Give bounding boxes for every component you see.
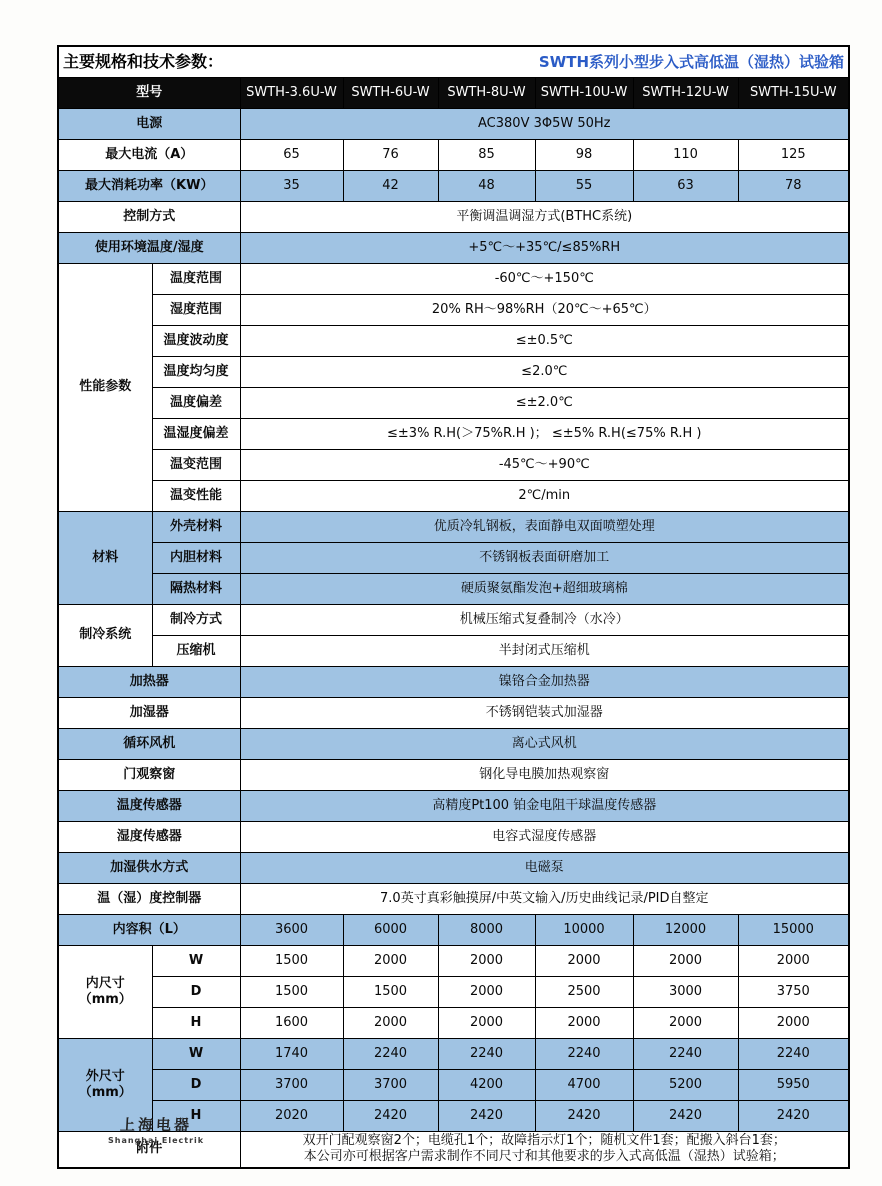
- row-value: 钢化导电膜加热观察窗: [240, 760, 849, 791]
- row-label: 温（湿）度控制器: [58, 884, 240, 915]
- sub-label: 内胆材料: [152, 543, 240, 574]
- row-value: -60℃～+150℃: [240, 264, 849, 295]
- row-label: 门观察窗: [58, 760, 240, 791]
- model-name: SWTH-10U-W: [535, 78, 633, 109]
- dimension-label: W: [152, 1039, 240, 1070]
- row-value: ≤±2.0℃: [240, 388, 849, 419]
- row-value: 20% RH～98%RH（20℃～+65℃）: [240, 295, 849, 326]
- company-logo: [108, 1114, 204, 1145]
- cell-value: 2420: [438, 1101, 535, 1132]
- company-logo-chinese: 上海电器: [119, 1116, 193, 1134]
- cell-value: 8000: [438, 915, 535, 946]
- sub-label: 制冷方式: [152, 605, 240, 636]
- row-value: +5℃～+35℃/≤85%RH: [240, 233, 849, 264]
- row-label: 最大消耗功率（KW）: [58, 171, 240, 202]
- cell-value: 1500: [343, 977, 438, 1008]
- cell-value: 5950: [738, 1070, 849, 1101]
- cell-value: 2000: [535, 946, 633, 977]
- row-value: 不锈钢铠装式加湿器: [240, 698, 849, 729]
- cell-value: 2000: [738, 1008, 849, 1039]
- cell-value: 1500: [240, 977, 343, 1008]
- note-line: 双开门配观察窗2个；电缆孔1个；故障指示灯1个；随机文件1套；配搬入斜台1套；: [302, 1133, 786, 1148]
- row-label: 循环风机: [58, 729, 240, 760]
- dimension-label: D: [152, 977, 240, 1008]
- row-value: 离心式风机: [240, 729, 849, 760]
- dimension-label: W: [152, 946, 240, 977]
- cell-value: 1500: [240, 946, 343, 977]
- row-value: ≤±0.5℃: [240, 326, 849, 357]
- row-label: 内容积（L）: [58, 915, 240, 946]
- sub-label: 压缩机: [152, 636, 240, 667]
- row-value: 优质冷轧钢板，表面静电双面喷塑处理: [240, 512, 849, 543]
- cell-value: 65: [240, 140, 343, 171]
- cell-value: 15000: [738, 915, 849, 946]
- sub-label: 湿度范围: [152, 295, 240, 326]
- row-label: 加湿器: [58, 698, 240, 729]
- cell-value: 2000: [633, 946, 738, 977]
- cell-value: 85: [438, 140, 535, 171]
- cell-value: 76: [343, 140, 438, 171]
- cell-value: 2240: [438, 1039, 535, 1070]
- group-label: 性能参数: [58, 264, 152, 512]
- row-value: 不锈钢板表面研磨加工: [240, 543, 849, 574]
- cell-value: 1600: [240, 1008, 343, 1039]
- cell-value: 2240: [633, 1039, 738, 1070]
- cell-value: 1740: [240, 1039, 343, 1070]
- cell-value: 2000: [438, 977, 535, 1008]
- table-title-cell: [58, 46, 849, 78]
- cell-value: 42: [343, 171, 438, 202]
- sub-label: 温度范围: [152, 264, 240, 295]
- row-value: AC380V 3Φ5W 50Hz: [240, 109, 849, 140]
- cell-value: 2000: [343, 946, 438, 977]
- dimension-label: H: [152, 1101, 240, 1132]
- cell-value: 2000: [438, 946, 535, 977]
- company-logo-english: Shanghai Electrik: [108, 1136, 205, 1145]
- row-value: 2℃/min: [240, 481, 849, 512]
- group-label: 内尺寸（mm）: [58, 946, 152, 1039]
- cell-value: 2420: [738, 1101, 849, 1132]
- sub-label: 外壳材料: [152, 512, 240, 543]
- row-label: 控制方式: [58, 202, 240, 233]
- row-label: 附件: [58, 1132, 240, 1168]
- row-value: 电磁泵: [240, 853, 849, 884]
- cell-value: 2420: [343, 1101, 438, 1132]
- cell-value: 10000: [535, 915, 633, 946]
- note-line: 本公司亦可根据客户需求制作不同尺寸和其他要求的步入式高低温（湿热）试验箱；: [303, 1149, 785, 1165]
- cell-value: 2420: [633, 1101, 738, 1132]
- row-value: 高精度Pt100 铂金电阻干球温度传感器: [240, 791, 849, 822]
- row-value: ≤±3% R.H(＞75%R.H )； ≤±5% R.H(≤75% R.H ): [240, 419, 849, 450]
- cell-value: 6000: [343, 915, 438, 946]
- cell-value: 4200: [438, 1070, 535, 1101]
- cell-value: 3700: [343, 1070, 438, 1101]
- cell-value: 12000: [633, 915, 738, 946]
- sub-label: 温度波动度: [152, 326, 240, 357]
- cell-value: 4700: [535, 1070, 633, 1101]
- row-value: 半封闭式压缩机: [240, 636, 849, 667]
- row-label: 湿度传感器: [58, 822, 240, 853]
- row-value: 平衡调温调湿方式(BTHC系统): [240, 202, 849, 233]
- row-label: 加热器: [58, 667, 240, 698]
- group-label: 外尺寸（mm）: [58, 1039, 152, 1132]
- dimension-label: D: [152, 1070, 240, 1101]
- page-title: 主要规格和技术参数：: [63, 52, 224, 71]
- cell-value: 78: [738, 171, 849, 202]
- table-title-bar: [63, 52, 844, 72]
- spec-table-body: [58, 46, 849, 1168]
- row-label: 温度传感器: [58, 791, 240, 822]
- model-name: SWTH-8U-W: [438, 78, 535, 109]
- sub-label: 温变范围: [152, 450, 240, 481]
- sub-label: 温度均匀度: [152, 357, 240, 388]
- row-value: 7.0英寸真彩触摸屏/中英文输入/历史曲线记录/PID自整定: [240, 884, 849, 915]
- spec-table: [57, 45, 850, 1169]
- cell-value: 2420: [535, 1101, 633, 1132]
- cell-value: 2000: [633, 1008, 738, 1039]
- sub-label: 温变性能: [152, 481, 240, 512]
- row-label: 加湿供水方式: [58, 853, 240, 884]
- series-title: SWTH系列小型步入式高低温（湿热）试验箱: [538, 52, 845, 71]
- row-value: ≤2.0℃: [240, 357, 849, 388]
- model-name: SWTH-15U-W: [738, 78, 849, 109]
- group-label: 材料: [58, 512, 152, 605]
- cell-value: 55: [535, 171, 633, 202]
- cell-value: 3600: [240, 915, 343, 946]
- row-label: 电源: [58, 109, 240, 140]
- row-value: 镍铬合金加热器: [240, 667, 849, 698]
- cell-value: 125: [738, 140, 849, 171]
- sub-label: 温湿度偏差: [152, 419, 240, 450]
- group-label: 制冷系统: [58, 605, 152, 667]
- cell-value: 110: [633, 140, 738, 171]
- row-value: -45℃～+90℃: [240, 450, 849, 481]
- cell-value: 2000: [438, 1008, 535, 1039]
- cell-value: 3000: [633, 977, 738, 1008]
- dimension-label: H: [152, 1008, 240, 1039]
- row-value: [240, 1132, 849, 1168]
- cell-value: 35: [240, 171, 343, 202]
- cell-value: 2000: [535, 1008, 633, 1039]
- row-label: 最大电流（A）: [58, 140, 240, 171]
- model-name: SWTH-6U-W: [343, 78, 438, 109]
- cell-value: 2000: [343, 1008, 438, 1039]
- row-value: 机械压缩式复叠制冷（水冷）: [240, 605, 849, 636]
- cell-value: 2240: [343, 1039, 438, 1070]
- sub-label: 隔热材料: [152, 574, 240, 605]
- model-name: SWTH-3.6U-W: [240, 78, 343, 109]
- cell-value: 2500: [535, 977, 633, 1008]
- cell-value: 5200: [633, 1070, 738, 1101]
- cell-value: 2000: [738, 946, 849, 977]
- cell-value: 48: [438, 171, 535, 202]
- model-row-label: 型号: [58, 78, 240, 109]
- cell-value: 2240: [535, 1039, 633, 1070]
- row-value: 电容式湿度传感器: [240, 822, 849, 853]
- cell-value: 63: [633, 171, 738, 202]
- cell-value: 2240: [738, 1039, 849, 1070]
- cell-value: 3700: [240, 1070, 343, 1101]
- sub-label: 温度偏差: [152, 388, 240, 419]
- cell-value: 3750: [738, 977, 849, 1008]
- cell-value: 98: [535, 140, 633, 171]
- row-value: 硬质聚氨酯发泡+超细玻璃棉: [240, 574, 849, 605]
- cell-value: 2020: [240, 1101, 343, 1132]
- model-name: SWTH-12U-W: [633, 78, 738, 109]
- row-label: 使用环境温度/湿度: [58, 233, 240, 264]
